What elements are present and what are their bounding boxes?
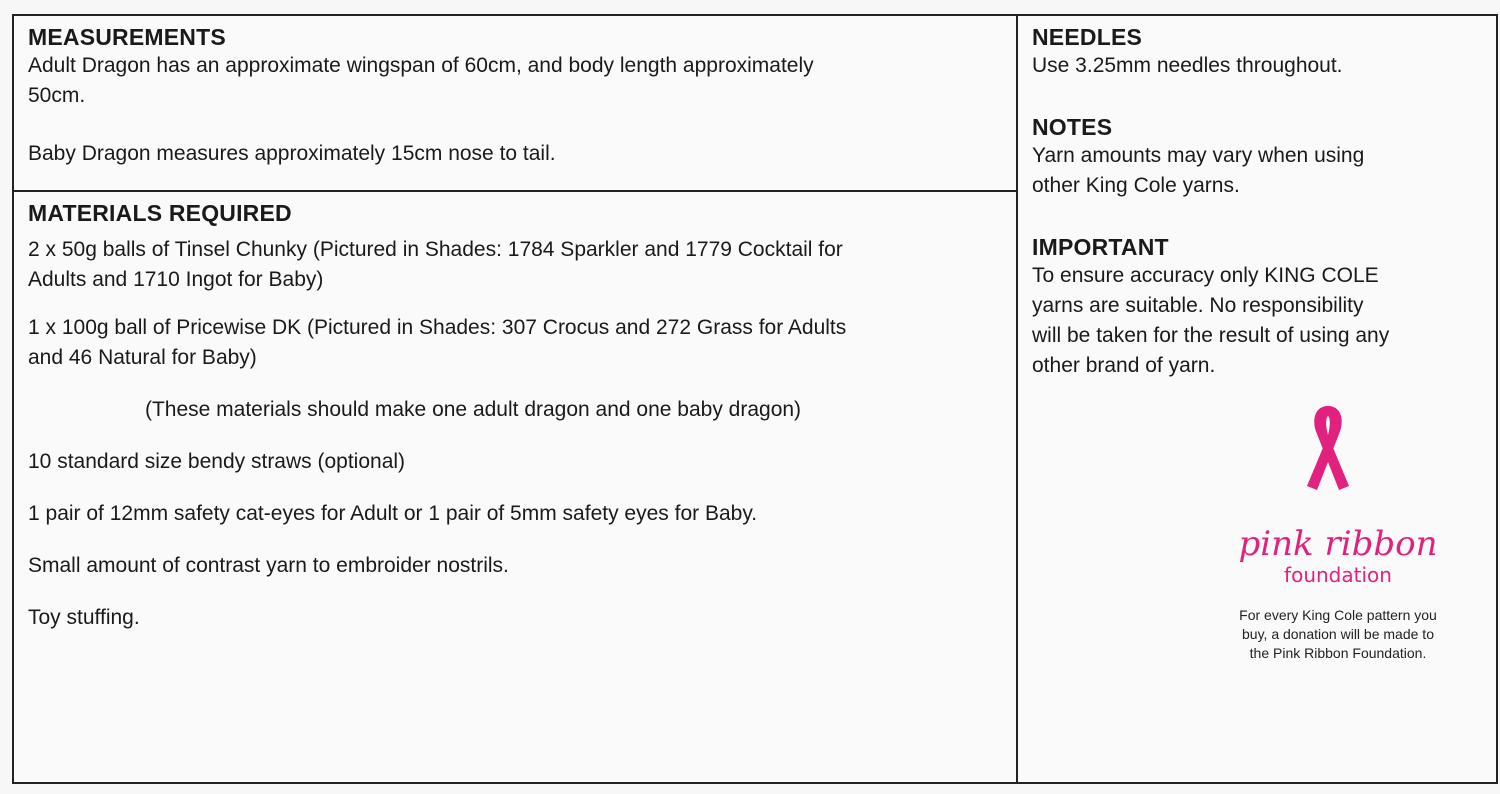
measurements-heading: MEASUREMENTS bbox=[28, 24, 226, 50]
donation-note-line3: the Pink Ribbon Foundation. bbox=[1249, 645, 1427, 661]
material-item-contrast-yarn: Small amount of contrast yarn to embroider nostrils. bbox=[28, 554, 509, 577]
material-item-eyes: 1 pair of 12mm safety cat-eyes for Adult or 1 pair of 5mm safety eyes for Baby. bbox=[28, 502, 758, 525]
important-line3: will be taken for the result of using any bbox=[1032, 324, 1390, 347]
materials-note: (These materials should make one adult dragon and one baby dragon) bbox=[144, 398, 802, 421]
adult-measurement-line1: Adult Dragon has an approximate wingspan of 60cm, and body length approximately bbox=[28, 54, 814, 77]
needles-heading: NEEDLES bbox=[1032, 24, 1143, 50]
material-item-tinsel-line1: 2 x 50g balls of Tinsel Chunky (Pictured in Shades: 1784 Sparkler and 1779 Cocktail for bbox=[28, 238, 843, 261]
measurements-section bbox=[28, 24, 1008, 169]
material-item-pricewise-line1: 1 x 100g ball of Pricewise DK (Pictured in Shades: 307 Crocus and 272 Grass for Adults bbox=[28, 316, 847, 339]
important-heading: IMPORTANT bbox=[1032, 234, 1169, 260]
material-item-straws: 10 standard size bendy straws (optional) bbox=[28, 450, 406, 473]
notes-heading: NOTES bbox=[1032, 114, 1113, 140]
important-section bbox=[1032, 234, 1472, 381]
notes-line1: Yarn amounts may vary when using bbox=[1032, 144, 1365, 167]
pink-ribbon-donation-note bbox=[1208, 606, 1468, 663]
donation-note-line2: buy, a donation will be made to bbox=[1242, 626, 1434, 642]
pink-ribbon-logo-text: pink ribbon bbox=[1238, 524, 1438, 564]
material-item-tinsel-line2: Adults and 1710 Ingot for Baby) bbox=[28, 268, 324, 291]
column-divider bbox=[1016, 16, 1018, 782]
important-line1: To ensure accuracy only KING COLE bbox=[1032, 264, 1379, 287]
notes-line2: other King Cole yarns. bbox=[1032, 174, 1240, 197]
pink-ribbon-block bbox=[1208, 398, 1468, 668]
needles-text: Use 3.25mm needles throughout. bbox=[1032, 54, 1343, 77]
section-divider bbox=[14, 190, 1016, 192]
materials-heading: MATERIALS REQUIRED bbox=[28, 200, 292, 226]
materials-section bbox=[28, 200, 1008, 633]
pink-ribbon-icon bbox=[1293, 398, 1363, 518]
important-line2: yarns are suitable. No responsibility bbox=[1032, 294, 1364, 317]
important-line4: other brand of yarn. bbox=[1032, 354, 1216, 377]
notes-section bbox=[1032, 114, 1472, 201]
donation-note-line1: For every King Cole pattern you bbox=[1239, 607, 1437, 623]
material-item-stuffing: Toy stuffing. bbox=[28, 606, 140, 629]
material-item-pricewise-line2: and 46 Natural for Baby) bbox=[28, 346, 257, 369]
needles-section bbox=[1032, 24, 1472, 81]
pink-ribbon-logo-subtext: foundation bbox=[1284, 563, 1392, 587]
adult-measurement-line2: 50cm. bbox=[28, 84, 86, 107]
baby-measurement: Baby Dragon measures approximately 15cm nose to tail. bbox=[28, 142, 556, 165]
